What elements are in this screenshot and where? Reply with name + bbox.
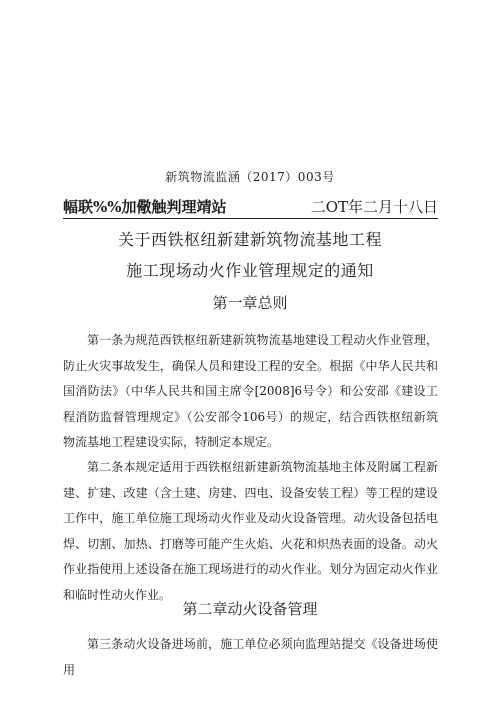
issue-date: 二OT年二月十八日 — [310, 198, 438, 216]
article-3-paragraph: 第三条动火设备进场前，施工单位必须向监理站提交《设备进场使用 — [63, 637, 438, 677]
chapter-1-heading: 第一章总则 — [212, 294, 288, 312]
sender-row — [63, 196, 438, 219]
document-title-line-2: 施工现场动火作业管理规定的通知 — [126, 261, 374, 280]
article-2-paragraph: 第二条本规定适用于西铁枢纽新建新筑物流基地主体及附属工程新建、扩建、改建（含土建、房建、四电、设备安装工程）等工程的建设工作中，施工单位施工现场动火作业及动火设备管理。动火设备包括电焊、切割、加热、打磨等可能产生火焰、火花和炽热表面的设备。动火作业指使用上述设备在施工现场进行的动火作业。划分为固定动火作业和临时性动火作业。 — [63, 460, 438, 602]
document-number: 新筑物流监涵（2017）003号 — [165, 170, 335, 184]
article-1-paragraph: 第一条为规范西铁枢纽新建新筑物流基地建设工程动火作业管理，防止火灾事故发生，确保人员和建设工程的安全。根据《中华人民共和国消防法》（中华人民共和国主席令[2008]6号令）和公安部《建设工程消防监督管理规定》（公安部令106号）的规定，结合西铁枢纽新筑物流基地工程建设实际，特制定本规定。 — [63, 333, 438, 449]
document-title-line-1: 关于西铁枢纽新建新筑物流基地工程 — [117, 230, 382, 249]
issuing-office: 幅联%%加儆触判理靖站 — [63, 198, 227, 216]
chapter-2-heading: 第二章动火设备管理 — [182, 600, 318, 618]
